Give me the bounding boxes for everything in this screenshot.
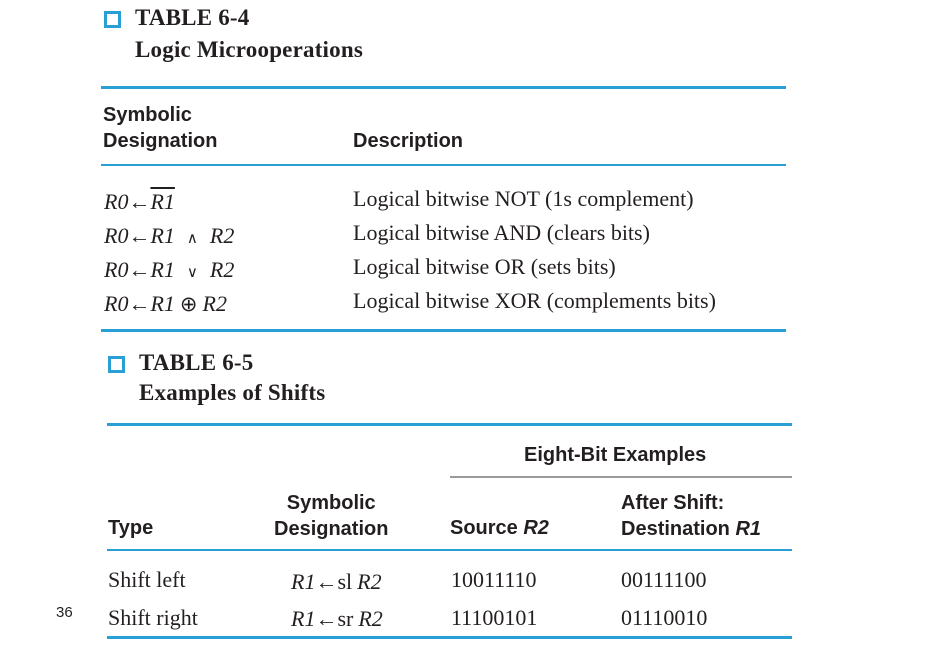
table-6-4-row-symbolic: R0←R1 ∧ R2 — [104, 223, 235, 248]
table-6-4-row-description: Logical bitwise OR (sets bits) — [353, 254, 616, 279]
page-number: 36 — [56, 604, 73, 621]
table-6-4-header-symbolic: Symbolic Designation — [103, 104, 218, 152]
table-6-5-group-rule — [450, 476, 792, 478]
table-6-5-number: TABLE 6-5 — [139, 350, 254, 375]
table-6-4-number: TABLE 6-4 — [135, 5, 250, 30]
table-6-5-group-header: Eight-Bit Examples — [524, 444, 707, 466]
table-6-5-header-source: Source R2 — [450, 517, 549, 539]
table-6-5-row-symbolic: R1←sr R2 — [291, 606, 383, 631]
table-6-4-row-description: Logical bitwise XOR (complements bits) — [353, 288, 716, 313]
table-6-5-row-symbolic: R1←sl R2 — [291, 569, 382, 594]
table-6-5-top-rule — [107, 423, 792, 426]
table-6-4-row-symbolic: R0←R1 — [104, 189, 175, 214]
table-6-5-row-source: 11100101 — [451, 605, 538, 630]
table-6-4-header-description: Description — [353, 130, 464, 152]
table-6-5-header-symbolic: Symbolic Designation — [274, 492, 389, 540]
table-6-4-marker-icon — [104, 11, 121, 28]
table-6-5-header-rule — [107, 549, 792, 551]
table-6-5-bottom-rule — [107, 636, 792, 639]
xor-operator-icon: ⊕ — [179, 292, 198, 316]
table-6-5-row-type: Shift left — [108, 567, 186, 592]
table-6-4-row-symbolic: R0←R1 ∨ R2 — [104, 257, 235, 282]
table-6-4-row-description: Logical bitwise NOT (1s complement) — [353, 186, 694, 211]
table-6-5-header-type: Type — [108, 517, 154, 539]
table-6-5-marker-icon — [108, 356, 125, 373]
table-6-4-top-rule — [101, 86, 786, 89]
table-6-4-bottom-rule — [101, 329, 786, 332]
table-6-5-row-type: Shift right — [108, 605, 198, 630]
table-6-5-row-after: 01110010 — [621, 605, 708, 630]
table-6-4-header-rule — [101, 164, 786, 166]
and-operator-icon: ∧ — [186, 229, 198, 247]
table-6-5-row-source: 10011110 — [451, 567, 537, 592]
table-6-4-row-symbolic: R0←R1 ⊕ R2 — [104, 291, 227, 316]
table-6-4-row-description: Logical bitwise AND (clears bits) — [353, 220, 650, 245]
table-6-4-title: Logic Microoperations — [135, 37, 363, 62]
table-6-5-header-after-shift: After Shift: Destination R1 — [621, 492, 762, 540]
table-6-5-row-after: 00111100 — [621, 567, 707, 592]
or-operator-icon: ∨ — [186, 263, 198, 281]
table-6-5-title: Examples of Shifts — [139, 380, 326, 405]
